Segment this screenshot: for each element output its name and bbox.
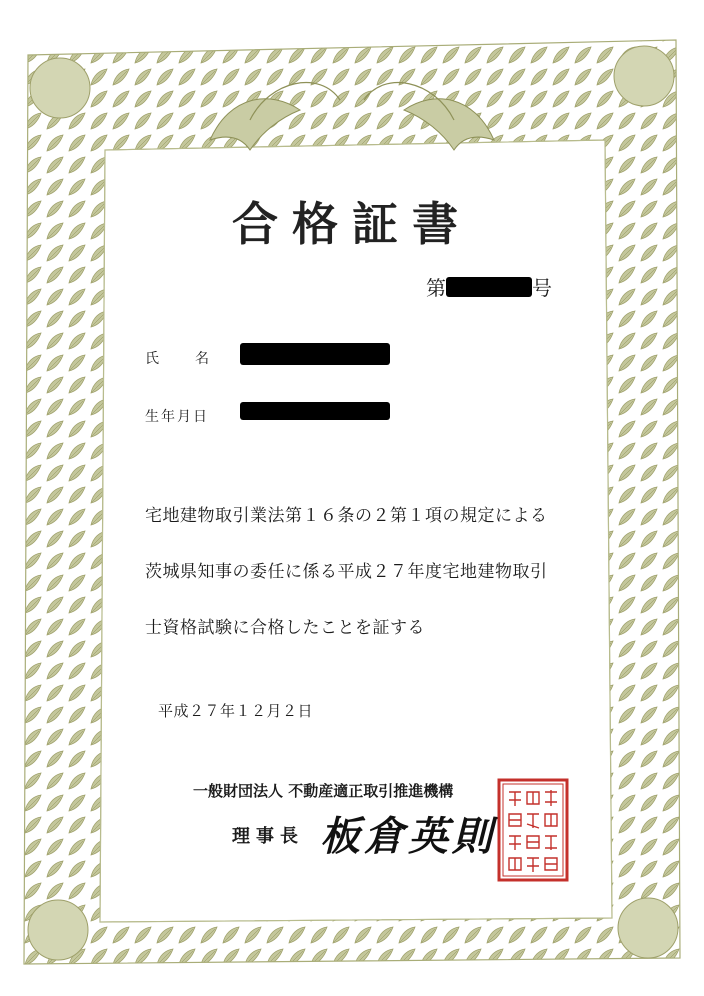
chair-name: 板倉英則 [320, 813, 496, 860]
certificate-number [426, 272, 552, 301]
official-seal-icon [497, 778, 569, 882]
chair-title: 理事長 [232, 826, 304, 847]
certificate-title: 合格証書 [232, 197, 472, 251]
certificate-number-redaction [446, 277, 532, 297]
issue-date: 平成２７年１２月２日 [158, 702, 314, 720]
dob-label: 生年月日 [145, 409, 209, 425]
name-label [145, 348, 211, 368]
body-text-line-3: 士資格試験に合格したことを証する [145, 618, 425, 638]
certificate-number-suffix: 号 [532, 276, 552, 300]
organization-name: 一般財団法人 不動産適正取引推進機構 [193, 782, 454, 800]
name-label-part-1: 氏 [145, 351, 161, 367]
name-label-part-2: 名 [195, 351, 211, 367]
dob-redaction [240, 402, 390, 420]
certificate-number-prefix: 第 [426, 276, 446, 300]
body-text-line-1: 宅地建物取引業法第１６条の２第１項の規定による [145, 506, 548, 526]
name-redaction [240, 343, 390, 365]
body-text-line-2: 茨城県知事の委任に係る平成２７年度宅地建物取引 [145, 562, 548, 582]
